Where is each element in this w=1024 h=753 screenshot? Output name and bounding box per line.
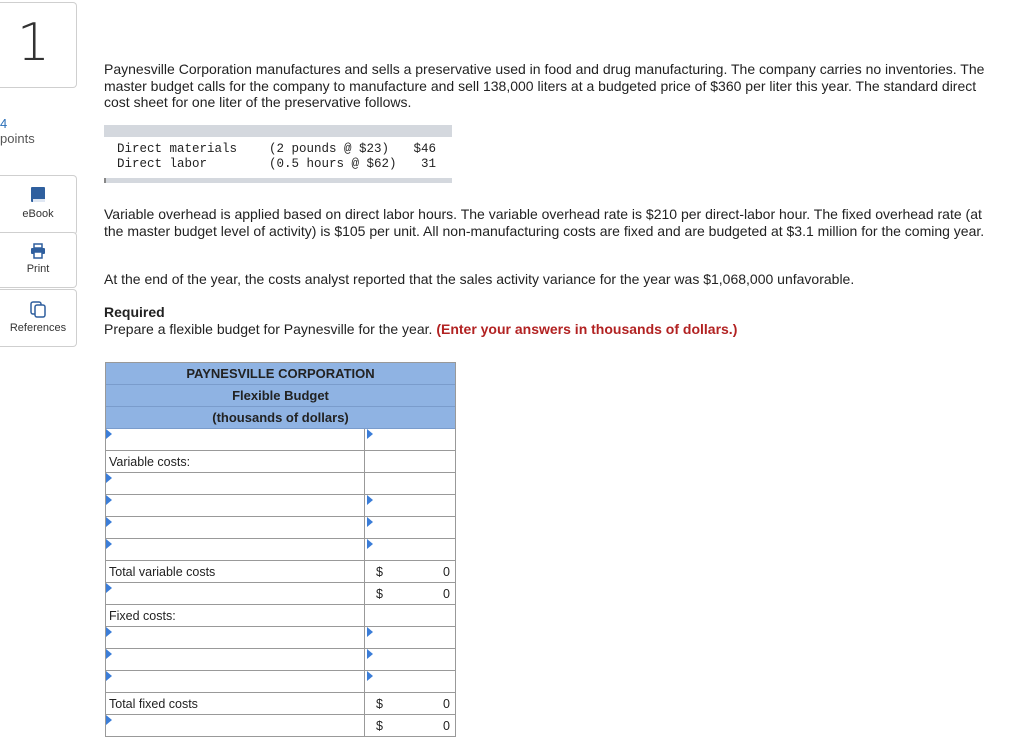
print-button[interactable] [0, 232, 77, 288]
dropdown-marker-icon [367, 649, 373, 659]
ebook-button[interactable] [0, 175, 77, 235]
references-label: References [9, 322, 67, 334]
table-row [106, 495, 455, 517]
table-row [106, 451, 455, 473]
intro-paragraph: Paynesville Corporation manufactures and sells a preservative used in food and drug manufacturing. The company carries no inventories. The master budget calls for the company to manufacture and sell 138,000 liters at a budgeted price of $360 per liter this year. The standard direct cost sheet for one liter of the preservative follows. [104, 61, 985, 110]
cost-detail: (2 pounds @ $23) [269, 142, 390, 156]
dropdown-marker-icon [106, 473, 112, 483]
dropdown-marker-icon [106, 649, 112, 659]
total-fixed-costs-label: Total fixed costs [106, 693, 365, 714]
table-row [106, 627, 455, 649]
points-value: 4 [0, 116, 8, 131]
value: 0 [443, 719, 450, 733]
label-input[interactable] [106, 583, 365, 604]
flexible-budget-table [105, 362, 456, 737]
table-row [106, 605, 455, 627]
dropdown-marker-icon [106, 517, 112, 527]
fixed-costs-label: Fixed costs: [106, 605, 365, 626]
label-input[interactable] [106, 473, 365, 494]
label-input[interactable] [106, 649, 365, 670]
required-note: (Enter your answers in thousands of dollars.) [436, 321, 738, 337]
dropdown-marker-icon [106, 671, 112, 681]
cost-detail: (0.5 hours @ $62) [269, 157, 397, 171]
dropdown-marker-icon [367, 671, 373, 681]
amount-input[interactable] [366, 627, 455, 648]
variable-costs-label: Variable costs: [106, 451, 365, 472]
table-row [106, 671, 455, 693]
cost-item: Direct labor [117, 157, 208, 171]
dropdown-marker-icon [106, 495, 112, 505]
dropdown-marker-icon [106, 539, 112, 549]
dropdown-marker-icon [106, 583, 112, 593]
question-number: 1 [16, 13, 50, 73]
cost-amount: 31 [420, 157, 436, 171]
currency-symbol: $ [376, 565, 383, 579]
dropdown-marker-icon [106, 715, 112, 725]
table-row [106, 583, 455, 605]
cost-row [104, 157, 452, 173]
flex-title-units: (thousands of dollars) [106, 407, 455, 429]
total-variable-costs-value [366, 561, 455, 582]
required-text: Prepare a flexible budget for Paynesville for the year. [104, 321, 433, 337]
table-row [106, 649, 455, 671]
table-row [106, 561, 455, 583]
cost-sheet-footer-bar [104, 178, 452, 183]
book-icon [29, 186, 47, 204]
dropdown-marker-icon [367, 627, 373, 637]
dropdown-marker-icon [367, 517, 373, 527]
dropdown-marker-icon [367, 495, 373, 505]
amount-input[interactable] [366, 539, 455, 560]
currency-symbol: $ [376, 587, 383, 601]
total-variable-costs-label: Total variable costs [106, 561, 365, 582]
amount-input[interactable] [366, 429, 455, 450]
overhead-paragraph: Variable overhead is applied based on direct labor hours. The variable overhead rate is $210 per direct-labor hour. The fixed overhead rate (at the master budget level of activity) is $105 per unit. All non-manufacturing costs are fixed and are budgeted at $3.1 million for the coming year. [104, 206, 985, 239]
label-input[interactable] [106, 539, 365, 560]
cost-sheet-table [104, 125, 452, 183]
question-number-box [0, 2, 77, 88]
computed-value [366, 715, 455, 736]
flex-title-company: PAYNESVILLE CORPORATION [106, 363, 455, 385]
computed-value [366, 583, 455, 604]
total-fixed-costs-value [366, 693, 455, 714]
dropdown-marker-icon [106, 627, 112, 637]
required-heading: Required [104, 304, 165, 320]
label-input[interactable] [106, 429, 365, 450]
amount-input[interactable] [366, 495, 455, 516]
cost-sheet-header-bar [104, 125, 452, 137]
table-row [106, 429, 455, 451]
references-button[interactable] [0, 289, 77, 347]
table-row [106, 715, 455, 737]
label-input[interactable] [106, 671, 365, 692]
required-paragraph [104, 321, 994, 338]
flex-title-name: Flexible Budget [106, 385, 455, 407]
label-input[interactable] [106, 627, 365, 648]
printer-icon [29, 243, 47, 259]
table-row [106, 539, 455, 561]
table-row [106, 693, 455, 715]
cost-item: Direct materials [117, 142, 238, 156]
amount-cell [366, 605, 455, 626]
dropdown-marker-icon [367, 429, 373, 439]
currency-symbol: $ [376, 697, 383, 711]
amount-input[interactable] [366, 473, 455, 494]
points-indicator [0, 116, 35, 146]
amount-input[interactable] [366, 671, 455, 692]
ebook-label: eBook [22, 208, 54, 220]
label-input[interactable] [106, 715, 365, 736]
points-label: points [0, 131, 35, 146]
value: 0 [443, 587, 450, 601]
table-row [106, 517, 455, 539]
amount-input[interactable] [366, 649, 455, 670]
amount-input[interactable] [366, 517, 455, 538]
dropdown-marker-icon [367, 539, 373, 549]
dropdown-marker-icon [106, 429, 112, 439]
currency-symbol: $ [376, 719, 383, 733]
label-input[interactable] [106, 495, 365, 516]
value: 0 [443, 565, 450, 579]
amount-cell [366, 451, 455, 472]
variance-paragraph: At the end of the year, the costs analyst reported that the sales activity variance for the year was $1,068,000 unfavorable. [104, 271, 855, 287]
print-label: Print [26, 263, 50, 275]
cost-amount: $46 [413, 142, 436, 156]
cost-row [104, 142, 452, 158]
table-row [106, 473, 455, 495]
copy-icon [29, 300, 47, 318]
label-input[interactable] [106, 517, 365, 538]
value: 0 [443, 697, 450, 711]
